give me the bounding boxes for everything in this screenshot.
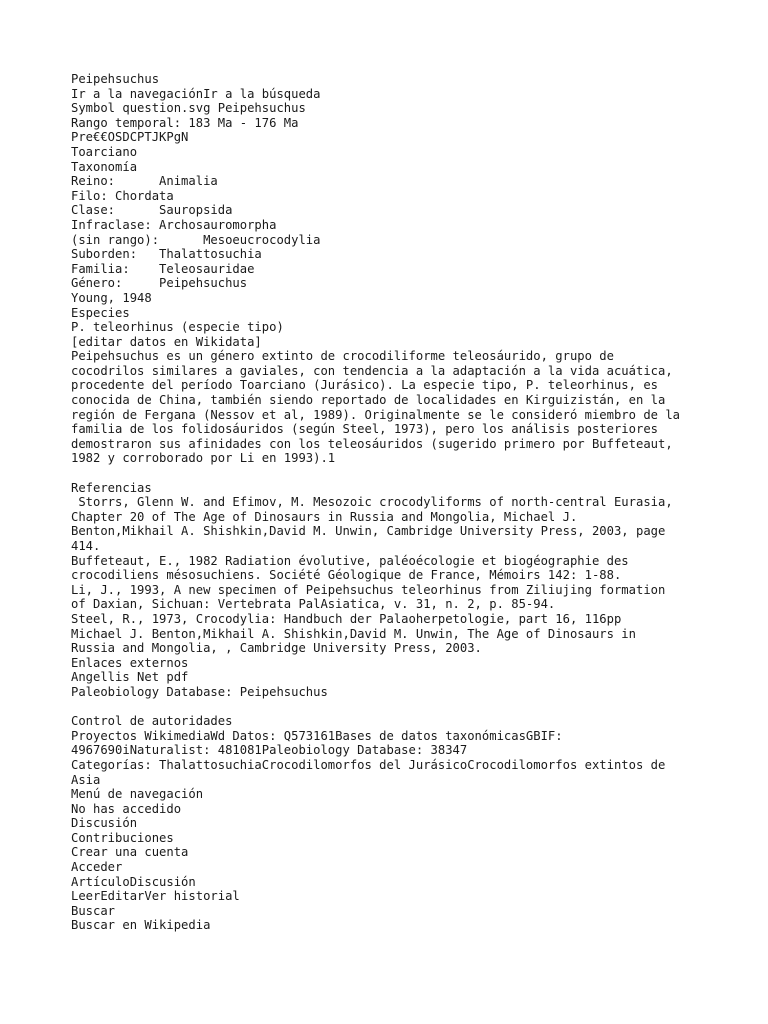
spacer <box>71 466 711 481</box>
nav-talk-link[interactable]: Discusión <box>71 816 138 831</box>
nav-create-account-link[interactable]: Crear una cuenta <box>71 845 189 860</box>
reference-line: Li, J., 1993, A new specimen of Peipehsuchus teleorhinus from Ziliujing formation <box>71 582 666 597</box>
body-line: cocodrilos similares a gaviales, con tendencia a la adaptación a la vida acuática, <box>71 363 673 378</box>
body-line: Peipehsuchus es un género extinto de crocodiliforme teleosáurido, grupo de <box>71 349 614 364</box>
temporal-range: Rango temporal: 183 Ma - 176 Ma <box>71 115 299 130</box>
skip-links[interactable]: Ir a la navegaciónIr a la búsqueda <box>71 86 321 101</box>
reference-line: Steel, R., 1973, Crocodylia: Handbuch der Palaoherpetologie, part 16, 116pp <box>71 611 622 626</box>
authority-control-line[interactable]: 4967690iNaturalist: 481081Paleobiology Database: 38347 <box>71 743 468 758</box>
infobox-symbol: Symbol question.svg Peipehsuchus <box>71 101 306 116</box>
spacer <box>71 700 711 715</box>
taxonomy-heading: Taxonomía <box>71 159 138 174</box>
reference-line: Michael J. Benton,Mikhail A. Shishkin,David M. Unwin, The Age of Dinosaurs in <box>71 626 636 641</box>
categories-line[interactable]: Asia <box>71 772 101 787</box>
page-content <box>71 72 711 933</box>
nav-login-link[interactable]: Acceder <box>71 860 123 875</box>
taxonomy-row: (sin rango): Mesoeucrocodylia <box>71 232 321 247</box>
taxonomy-row: Suborden: Thalattosuchia <box>71 247 262 262</box>
taxonomy-row: Clase: Sauropsida <box>71 203 233 218</box>
body-line: procedente del período Toarciano (Jurásico). La especie tipo, P. teleorhinus, es <box>71 378 658 393</box>
search-label: Buscar <box>71 903 116 918</box>
species-heading: Especies <box>71 305 130 320</box>
reference-line: Storrs, Glenn W. and Efimov, M. Mesozoic crocodyliforms of north-central Eurasia, <box>71 495 673 510</box>
external-link-paleobiology[interactable]: Paleobiology Database: Peipehsuchus <box>71 684 328 699</box>
taxonomy-row: Familia: Teleosauridae <box>71 261 255 276</box>
body-line: familia de los folidosáuridos (según Steel, 1973), pero los análisis posteriores <box>71 422 658 437</box>
external-link-angellis[interactable]: Angellis Net pdf <box>71 670 189 685</box>
taxon-authority: Young, 1948 <box>71 290 152 305</box>
reference-line: Benton,Mikhail A. Shishkin,David M. Unwin, Cambridge University Press, 2003, page <box>71 524 666 539</box>
nav-menu-heading: Menú de navegación <box>71 787 204 802</box>
body-line: 1982 y corroborado por Li en 1993).1 <box>71 451 336 466</box>
nav-contributions-link[interactable]: Contribuciones <box>71 830 174 845</box>
species-item[interactable]: P. teleorhinus (especie tipo) <box>71 320 284 335</box>
nav-namespace-tabs[interactable]: ArtículoDiscusión <box>71 874 196 889</box>
search-input[interactable]: Buscar en Wikipedia <box>71 918 211 933</box>
authority-control-line[interactable]: Proyectos WikimediaWd Datos: Q573161Bases de datos taxonómicasGBIF: <box>71 728 563 743</box>
taxonomy-row: Reino: Animalia <box>71 174 218 189</box>
authority-control-heading: Control de autoridades <box>71 714 233 729</box>
taxonomy-row: Género: Peipehsuchus <box>71 276 248 291</box>
nav-not-logged-in: No has accedido <box>71 801 182 816</box>
reference-line: crocodiliens mésosuchiens. Société Géologique de France, Mémoirs 142: 1-88. <box>71 568 622 583</box>
reference-line: Buffeteaut, E., 1982 Radiation évolutive, paléoécologie et biogéographie des <box>71 553 629 568</box>
reference-line: Russia and Mongolia, , Cambridge University Press, 2003. <box>71 641 482 656</box>
taxonomy-row: Infraclase: Archosauromorpha <box>71 217 277 232</box>
references-heading: Referencias <box>71 480 152 495</box>
reference-line: Chapter 20 of The Age of Dinosaurs in Russia and Mongolia, Michael J. <box>71 509 578 524</box>
nav-view-tabs[interactable]: LeerEditarVer historial <box>71 889 240 904</box>
era-codes: Pre€€OSDCPTJKPgN <box>71 130 189 145</box>
external-links-heading: Enlaces externos <box>71 655 189 670</box>
categories-line[interactable]: Categorías: ThalattosuchiaCrocodilomorfos del JurásicoCrocodilomorfos extintos de <box>71 757 666 772</box>
taxonomy-row: Filo: Chordata <box>71 188 174 203</box>
body-line: demostraron sus afinidades con los teleosáuridos (sugerido primero por Buffeteaut, <box>71 436 673 451</box>
page-title: Peipehsuchus <box>71 72 160 86</box>
reference-line: of Daxian, Sichuan: Vertebrata PalAsiatica, v. 31, n. 2, p. 85-94. <box>71 597 556 612</box>
body-line: conocida de China, también siendo reportado de localidades en Kirguizistán, en la <box>71 393 666 408</box>
geologic-age: Toarciano <box>71 144 138 159</box>
edit-wikidata-link[interactable]: [editar datos en Wikidata] <box>71 334 262 349</box>
body-line: región de Fergana (Nessov et al, 1989). Originalmente se le consideró miembro de la <box>71 407 681 422</box>
reference-line: 414. <box>71 539 101 553</box>
